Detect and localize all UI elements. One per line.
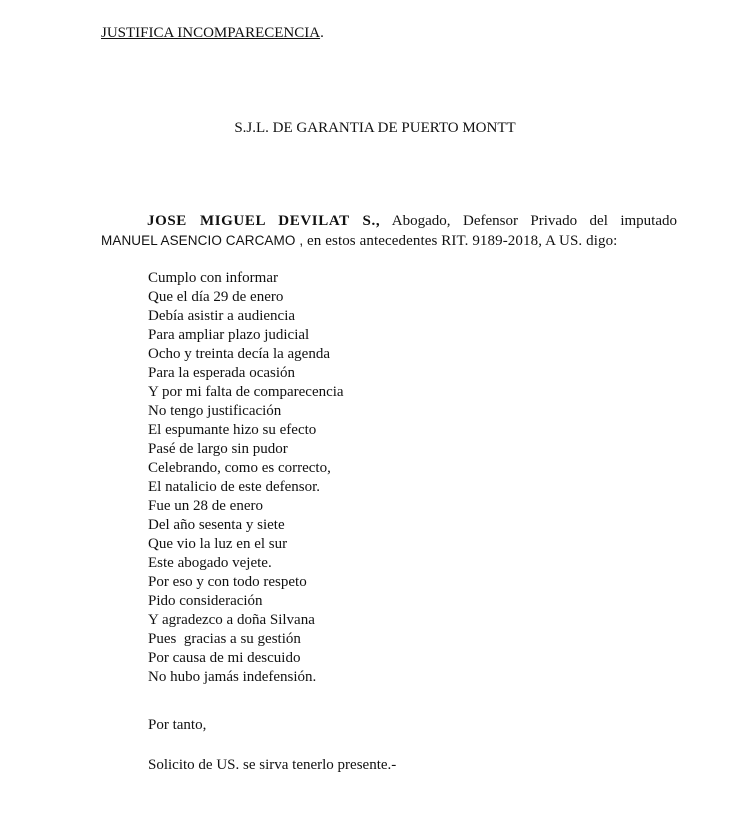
verse-line: Pasé de largo sin pudor [148,441,288,457]
verse-line: Para ampliar plazo judicial [148,327,310,343]
verse-line: Este abogado vejete. [148,555,272,571]
verse-line: Del año sesenta y siete [148,517,285,533]
verse-line: El espumante hizo su efecto [148,422,317,438]
verse-line: Debía asistir a audiencia [148,308,296,324]
verse-line: Pido consideración [148,593,263,609]
verse-line: Y por mi falta de comparecencia [148,384,344,400]
heading-title: JUSTIFICA INCOMPARECENCIA [101,25,321,41]
intro-line-1 [101,212,677,231]
intro-line-2-text: en estos antecedentes RIT. 9189-2018, A US. digo: [303,233,618,249]
verse-line: Fue un 28 de enero [148,498,263,514]
document-heading [101,24,324,42]
verse-line: Para la esperada ocasión [148,365,296,381]
verse-line: Que el día 29 de enero [148,289,284,305]
verse-line: Y agradezco a doña Silvana [148,612,315,628]
court-addressee: S.J.L. DE GARANTIA DE PUERTO MONTT [234,120,516,136]
verse-line: No hubo jamás indefensión. [148,669,317,685]
intro-paragraph [101,212,677,251]
verse-line: Por causa de mi descuido [148,650,301,666]
defendant-name: MANUEL ASENCIO CARCAMO , [101,233,304,248]
verse-line: El natalicio de este defensor. [148,479,321,495]
intro-line-1-text: Abogado, Defensor Privado del imputado [380,213,677,229]
verse-line: Que vio la luz en el sur [148,536,288,552]
verse-line: Celebrando, como es correcto, [148,460,331,476]
verse-list [148,269,344,687]
heading-period: . [320,25,324,41]
verse-line: Cumplo con informar [148,270,278,286]
verse-line: Ocho y treinta decía la agenda [148,346,330,362]
author-name: JOSE MIGUEL DEVILAT S., [147,213,381,229]
verse-line: No tengo justificación [148,403,282,419]
closing-por-tanto: Por tanto, [148,717,207,733]
closing-request: Solicito de US. se sirva tenerlo presente.- [148,757,397,773]
verse-line: Pues gracias a su gestión [148,631,301,647]
verse-line: Por eso y con todo respeto [148,574,307,590]
intro-line-2 [101,231,677,251]
